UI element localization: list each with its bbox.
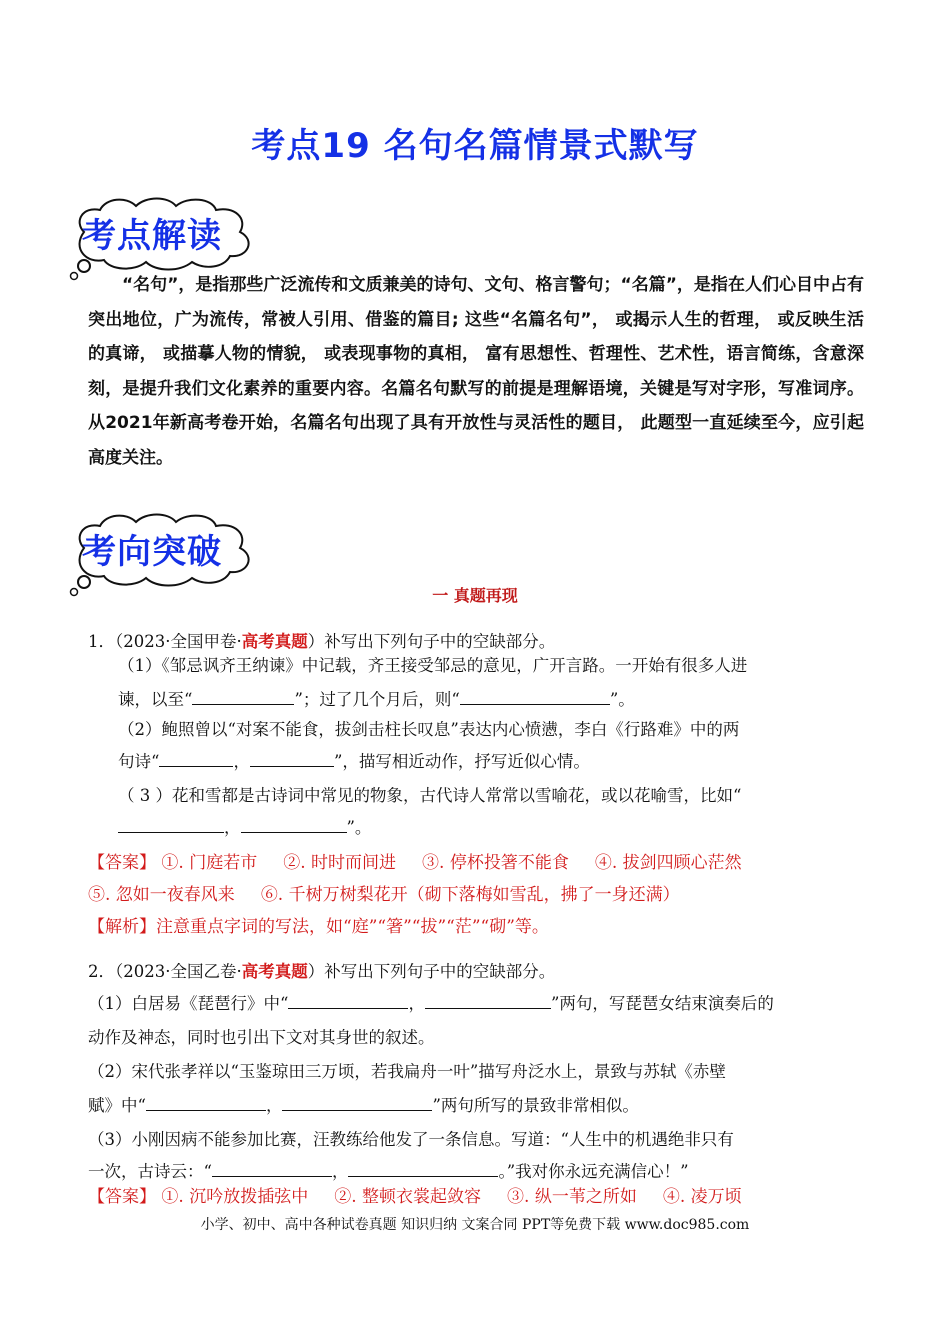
text-fragment: 谏，以至“ <box>118 690 193 709</box>
answer-blank <box>425 990 551 1009</box>
q1-answer-row-2 <box>88 880 680 905</box>
answer-blank <box>282 1092 432 1111</box>
question-number: 2． <box>88 962 115 981</box>
page-footer: 小学、初中、高中各种试卷真题 知识归纳 文案合同 PPT等免费下载 www.doc985.com <box>200 1217 750 1233</box>
q1-part2-line-a: （2）鲍照曾以“对案不能食，拔剑击柱长叹息”表达内心愤懑，李白《行路难》中的两 <box>118 720 740 739</box>
answer-blank <box>288 990 408 1009</box>
text-fragment: ， <box>408 994 425 1013</box>
answer-item: ②. 整顿衣裳起敛容 <box>334 1187 482 1207</box>
answer-blank <box>250 748 334 767</box>
q1-part1-line-a: （1）《邹忌讽齐王纳谏》中记载，齐王接受邹忌的意见，广开言路。一开始有很多人进 <box>118 656 748 675</box>
page-title: 考点19 名句名篇情景式默写 <box>251 126 699 166</box>
q2-part2-line-a: （2）宋代张孝祥以“玉鉴琼田三万顷，若我扁舟一叶”描写舟泛水上，景致与苏轼《赤壁 <box>88 1062 726 1081</box>
text-fragment: ， <box>331 1162 349 1181</box>
answer-item: ⑥. 千树万树梨花开（砌下落梅如雪乱，拂了一身还满） <box>260 885 680 905</box>
text-fragment: ， <box>233 752 250 771</box>
answer-blank <box>146 1092 266 1111</box>
answer-blank <box>241 814 347 833</box>
q2-answer-row <box>88 1182 742 1207</box>
q2-part2-line-b <box>88 1092 639 1116</box>
answer-item: ③. 停杯投箸不能食 <box>422 853 569 873</box>
answer-label: 【答案】 <box>88 1187 156 1207</box>
intro-paragraph-block <box>88 268 864 475</box>
q1-part1-line-b <box>118 686 635 710</box>
q1-part3-line-a: （ 3 ）花和雪都是古诗词中常见的物象，古代诗人常常以雪喻花，或以花喻雪，比如“ <box>118 786 742 805</box>
answer-blank <box>192 686 294 705</box>
question-source: （2023·全国乙卷· <box>115 962 242 981</box>
explanation-text: 注意重点字词的写法，如“庭”“箸”“拔”“茫”“砌”等。 <box>156 917 549 937</box>
text-fragment: ”两句，写琵琶女结束演奏后的 <box>550 994 774 1013</box>
answer-blank <box>460 686 610 705</box>
answer-item: ④. 拔剑四顾心茫然 <box>594 853 742 873</box>
text-fragment: （1）白居易《琵琶行》中“ <box>88 994 289 1013</box>
explanation-label: 【解析】 <box>88 917 156 937</box>
answer-item: ⑤. 忽如一夜春风来 <box>88 885 235 905</box>
section-label-1: 考点解读 <box>82 216 222 256</box>
section-label-2: 考向突破 <box>82 532 222 572</box>
text-fragment: 赋》中“ <box>88 1096 146 1115</box>
text-fragment: 一次，古诗云：“ <box>88 1162 212 1181</box>
answer-item: ③. 纵一苇之所如 <box>507 1187 637 1207</box>
text-fragment: ”。 <box>609 690 635 709</box>
section-subheading: 一 真题再现 <box>432 586 518 605</box>
q1-explanation <box>88 912 549 937</box>
q2-part1-line-a <box>88 990 774 1014</box>
question-prompt: ）补写出下列句子中的空缺部分。 <box>307 962 556 981</box>
q1-answer-row-1 <box>88 848 742 873</box>
source-tag: 高考真题 <box>241 632 308 651</box>
answer-blank <box>118 814 224 833</box>
q2-part3-line-a: （3）小刚因病不能参加比赛，汪教练给他发了一条信息。写道：“人生中的机遇绝非只有 <box>88 1130 734 1149</box>
question-number: 1． <box>88 632 115 651</box>
text-fragment: ”两句所写的景致非常相似。 <box>432 1096 639 1115</box>
text-fragment: ”，描写相近动作，抒写近似心情。 <box>333 752 590 771</box>
question-2-header <box>88 958 555 982</box>
text-fragment: ， <box>265 1096 283 1115</box>
answer-item: ①. 沉吟放拨插弦中 <box>161 1187 309 1207</box>
q2-part3-line-b <box>88 1158 689 1182</box>
answer-item: ②. 时时而间进 <box>283 853 397 873</box>
answer-blank <box>159 748 233 767</box>
question-prompt: ）补写出下列句子中的空缺部分。 <box>307 632 556 651</box>
answer-item: ④. 凌万顷 <box>662 1187 742 1207</box>
q1-part3-line-b <box>118 814 371 838</box>
text-fragment: 句诗“ <box>118 752 160 771</box>
intro-paragraph: “名句”，是指那些广泛流传和文质兼美的诗句、文句、格言警句；“名篇”，是指在人们心目中占有突出地位，广为流传，常被人引用、借鉴的篇目; 这些“名篇名句”， 或揭示人生的哲理， 或反映生活的真谛， 或描摹人物的情貌， 或表现事物的真相， 富有思想性、哲理性、艺术性，语言简练，含意深刻，是提升我们文化素养的重要内容。名篇名句默写的前提是理解语境，关键是写对字形，写准词序。从2021年新高考卷开始，名篇名句出现了具有开放性与灵活性的题目， 此题型一直延续至今，应引起高度关注。 <box>88 275 864 468</box>
answer-item: ①. 门庭若市 <box>161 853 258 873</box>
text-fragment: ， <box>224 818 241 837</box>
text-fragment: ”。 <box>346 818 372 837</box>
answer-blank <box>348 1158 498 1177</box>
answer-blank <box>212 1158 332 1177</box>
q2-part1-line-b: 动作及神态，同时也引出下文对其身世的叙述。 <box>88 1028 435 1047</box>
question-1-header <box>88 628 555 652</box>
q1-part2-line-b <box>118 748 590 772</box>
source-tag: 高考真题 <box>241 962 308 981</box>
text-fragment: ”；过了几个月后，则“ <box>294 690 460 709</box>
text-fragment: 。”我对你永远充满信心！” <box>498 1162 689 1181</box>
question-source: （2023·全国甲卷· <box>115 632 242 651</box>
answer-label: 【答案】 <box>88 853 156 873</box>
